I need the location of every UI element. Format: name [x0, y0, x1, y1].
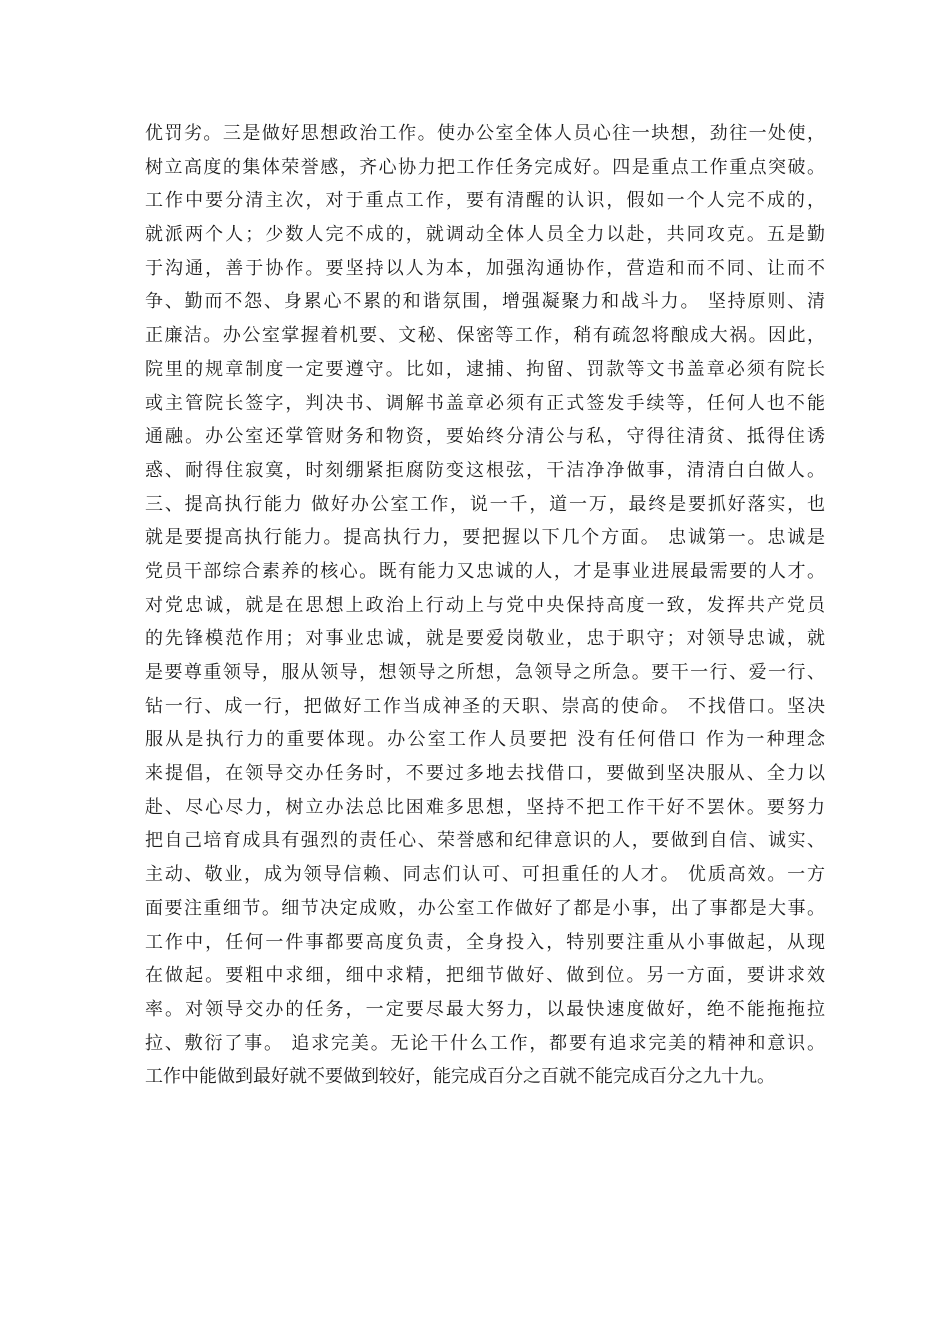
- text-line: 服从是执行力的重要体现。办公室工作人员要把 没有任何借口 作为一种理念: [145, 729, 825, 751]
- text-line: 就是要提高执行能力。提高执行力，要把握以下几个方面。 忠诚第一。忠诚是: [145, 527, 825, 549]
- text-line: 主动、敬业，成为领导信赖、同志们认可、可担重任的人才。 优质高效。一方: [145, 864, 825, 886]
- text-line: 工作中，任何一件事都要高度负责，全身投入，特别要注重从小事做起，从现: [145, 931, 825, 953]
- text-line: 正廉洁。办公室掌握着机要、文秘、保密等工作，稍有疏忽将酿成大祸。因此，: [145, 325, 825, 347]
- text-line: 争、勤而不怨、身累心不累的和谐氛围，增强凝聚力和战斗力。 坚持原则、清: [145, 291, 825, 313]
- text-line: 惑、耐得住寂寞，时刻绷紧拒腐防变这根弦，干洁净净做事，清清白白做人。: [145, 459, 825, 481]
- text-line: 对党忠诚，就是在思想上政治上行动上与党中央保持高度一致，发挥共产党员: [145, 594, 825, 616]
- text-line: 率。对领导交办的任务，一定要尽最大努力，以最快速度做好，绝不能拖拖拉: [145, 998, 825, 1020]
- text-line: 院里的规章制度一定要遵守。比如，逮捕、拘留、罚款等文书盖章必须有院长: [145, 358, 825, 380]
- text-line: 通融。办公室还掌管财务和物资，要始终分清公与私，守得往清贫、抵得住诱: [145, 426, 825, 448]
- text-line: 三、提高执行能力 做好办公室工作，说一千，道一万，最终是要抓好落实，也: [145, 493, 825, 515]
- text-line: 的先锋模范作用；对事业忠诚，就是要爱岗敬业，忠于职守；对领导忠诚，就: [145, 628, 825, 650]
- text-line: 把自己培育成具有强烈的责任心、荣誉感和纪律意识的人，要做到自信、诚实、: [145, 830, 825, 852]
- text-line: 优罚劣。三是做好思想政治工作。使办公室全体人员心往一块想，劲往一处使，: [145, 123, 825, 144]
- text-line: 就派两个人；少数人完不成的，就调动全体人员全力以赴，共同攻克。五是勤: [145, 224, 825, 246]
- text-line: 或主管院长签字，判决书、调解书盖章必须有正式签发手续等，任何人也不能: [145, 392, 825, 414]
- text-line: 党员干部综合素养的核心。既有能力又忠诚的人，才是事业进展最需要的人才。: [145, 560, 825, 582]
- text-line: 钻一行、成一行，把做好工作当成神圣的天职、崇高的使命。 不找借口。坚决: [145, 695, 825, 717]
- text-line: 工作中能做到最好就不要做到较好，能完成百分之百就不能完成百分之九十九。: [145, 1066, 775, 1088]
- text-line: 面要注重细节。细节决定成败，办公室工作做好了都是小事，出了事都是大事。: [145, 897, 825, 919]
- text-line: 工作中要分清主次，对于重点工作，要有清醒的认识，假如一个人完不成的，: [145, 190, 825, 212]
- text-line: 于沟通，善于协作。要坚持以人为本，加强沟通协作，营造和而不同、让而不: [145, 257, 825, 279]
- text-line: 树立高度的集体荣誉感，齐心协力把工作任务完成好。四是重点工作重点突破。: [145, 156, 825, 178]
- text-line: 来提倡，在领导交办任务时，不要过多地去找借口，要做到坚决服从、全力以: [145, 763, 825, 785]
- body-text: [145, 117, 825, 1094]
- text-line: 在做起。要粗中求细，细中求精，把细节做好、做到位。另一方面，要讲求效: [145, 965, 825, 987]
- text-line: 拉、敷衍了事。 追求完美。无论干什么工作，都要有追求完美的精神和意识。: [145, 1032, 825, 1054]
- text-line: 是要尊重领导，服从领导，想领导之所想，急领导之所急。要干一行、爱一行、: [145, 662, 825, 683]
- text-line: 赴、尽心尽力，树立办法总比困难多思想，坚持不把工作干好不罢休。要努力: [145, 796, 825, 818]
